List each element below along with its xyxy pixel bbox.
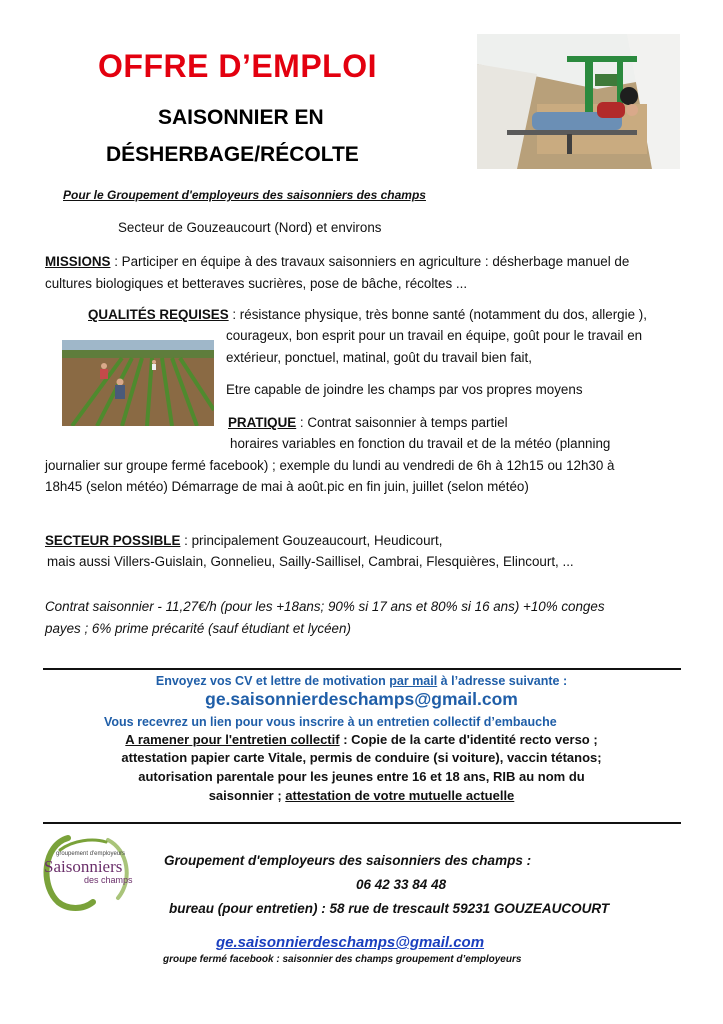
job-title-line-2: DÉSHERBAGE/RÉCOLTE xyxy=(106,143,359,166)
secteur-line-1: SECTEUR POSSIBLE : principalement Gouzeaucourt, Heudicourt, xyxy=(45,533,443,548)
job-title-line-1: SAISONNIER EN xyxy=(158,106,324,129)
missions-label: MISSIONS xyxy=(45,254,111,269)
saisonniers-logo xyxy=(38,830,138,912)
by-mail-link[interactable]: par mail xyxy=(389,674,438,688)
weeding-platform-photo xyxy=(477,34,680,169)
apply-instruction: Envoyez vos CV et lettre de motivation par mail à l’adresse suivante : xyxy=(155,674,568,688)
qualites-line-1: QUALITÉS REQUISES : résistance physique, très bonne santé (notamment du dos, allergie ), xyxy=(88,307,647,322)
contract-line-1: Contrat saisonnier - 11,27€/h (pour les +18ans; 90% si 17 ans et 80% si 16 ans) +10% conges xyxy=(45,599,605,614)
documents-line-1: A ramener pour l'entretien collectif : Copie de la carte d'identité recto verso ; xyxy=(125,732,598,747)
footer-address: bureau (pour entretien) : 58 rue de trescault 59231 GOUZEAUCOURT xyxy=(169,901,610,916)
qualites-line-2: courageux, bon esprit pour un travail en équipe, goût pour le travail en xyxy=(226,328,643,343)
footer-facebook: groupe fermé facebook : saisonnier des champs groupement d’employeurs xyxy=(163,954,522,965)
contract-line-2: payes ; 6% prime précarité (sauf étudiant et lycéen) xyxy=(45,621,351,636)
documents-line-3: autorisation parentale pour les jeunes entre 16 et 18 ans, RIB au nom du xyxy=(138,769,585,784)
secteur-label: SECTEUR POSSIBLE xyxy=(45,533,181,548)
logo-main-text: Saisonniers xyxy=(44,857,123,876)
divider-top xyxy=(43,668,681,670)
apply-email-link[interactable]: ge.saisonnierdeschamps@gmail.com xyxy=(205,689,518,709)
field-workers-photo xyxy=(62,340,214,426)
logo-small-text: groupement d'employeurs xyxy=(56,851,126,857)
logo-sub-text: des champs xyxy=(84,875,133,885)
footer-email-link[interactable]: ge.saisonnierdeschamps@gmail.com xyxy=(216,934,485,951)
pratique-line-4: 18h45 (selon météo) Démarrage de mai à août.pic en fin juin, juillet (selon météo) xyxy=(45,479,529,494)
documents-line-4: saisonnier ; attestation de votre mutuelle actuelle xyxy=(208,788,515,803)
divider-bottom xyxy=(43,822,681,824)
footer-org: Groupement d'employeurs des saisonniers des champs : xyxy=(164,853,532,868)
qualites-label: QUALITÉS REQUISES xyxy=(88,307,229,322)
pratique-line-1: PRATIQUE : Contrat saisonnier à temps partiel xyxy=(228,415,508,430)
pratique-line-3: journalier sur groupe fermé facebook) ; exemple du lundi au vendredi de 6h à 12h15 ou 12h30 à xyxy=(45,458,615,473)
qualites-line-4: Etre capable de joindre les champs par vos propres moyens xyxy=(226,382,583,397)
qualites-line-3: extérieur, ponctuel, matinal, goût du travail bien fait, xyxy=(226,350,532,365)
employer-line: Pour le Groupement d'employeurs des saisonniers des champs xyxy=(63,188,426,202)
pratique-label: PRATIQUE xyxy=(228,415,297,430)
secteur-line-2: mais aussi Villers-Guislain, Gonnelieu, Sailly-Saillisel, Cambrai, Flesquières, Elincourt, ... xyxy=(47,554,574,569)
missions-line-1: MISSIONS : Participer en équipe à des travaux saisonniers en agriculture : désherbage manuel de xyxy=(45,254,630,269)
page-title: OFFRE D’EMPLOI xyxy=(98,48,377,84)
documents-line-2: attestation papier carte Vitale, permis de conduire (si voiture), vaccin tétanos; xyxy=(121,750,602,765)
footer-phone: 06 42 33 84 48 xyxy=(356,877,447,892)
sector-line: Secteur de Gouzeaucourt (Nord) et environs xyxy=(118,220,382,235)
missions-line-2: cultures biologiques et betteraves sucrières, pose de bâche, récoltes ... xyxy=(45,276,468,291)
interview-info: Vous recevrez un lien pour vous inscrire à un entretien collectif d’embauche xyxy=(104,715,557,729)
pratique-line-2: horaires variables en fonction du travail et de la météo (planning xyxy=(230,436,611,451)
documents-label: A ramener pour l'entretien collectif xyxy=(125,732,340,747)
